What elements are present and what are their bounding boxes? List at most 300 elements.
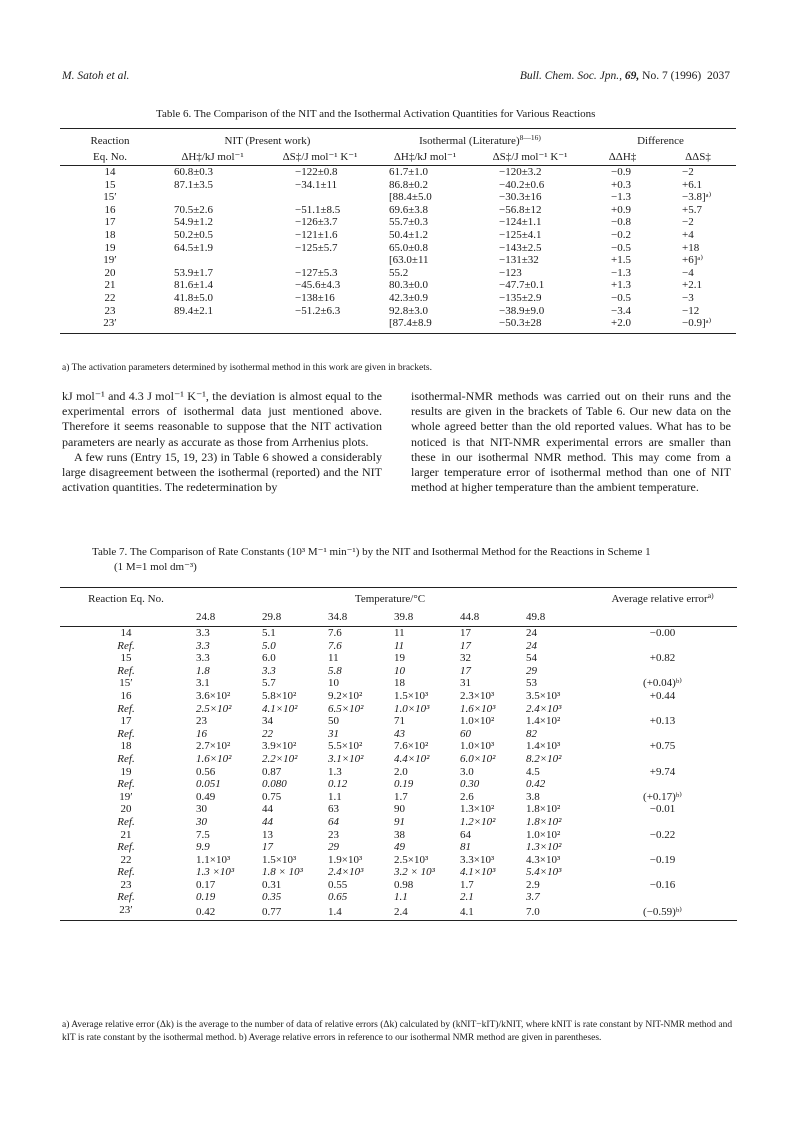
table-row xyxy=(60,292,736,305)
table7-value-cell: 5.8×10² xyxy=(262,689,297,702)
table7-value-cell: 0.30 xyxy=(460,778,480,791)
table7-eq-cell: Ref. xyxy=(117,778,135,791)
table7-error-cell xyxy=(588,891,737,904)
table6-cell: +0.9 xyxy=(611,203,631,216)
table6-cell: −51.2±6.3 xyxy=(295,304,341,317)
table7-eq-cell: 20 xyxy=(120,803,132,816)
table7-header-blank xyxy=(588,608,737,627)
table7-eq-cell: 15 xyxy=(120,652,132,665)
table7-value-cell: 1.8 × 10³ xyxy=(262,866,303,879)
table7-eq-cell: 22 xyxy=(120,853,132,866)
table7-error-cell xyxy=(588,703,737,716)
table-row xyxy=(60,204,736,217)
table6-cell: −3.8]ᵃ⁾ xyxy=(682,191,712,204)
table-row xyxy=(60,179,736,192)
table6-header-reaction: Reaction xyxy=(90,134,130,147)
body-left-paragraph-2: A few runs (Entry 15, 19, 23) in Table 6 showed a considerably large disagreement between the isothermal (reported) and the NIT activation quantities. The redetermination by xyxy=(62,449,382,495)
table6-cell: −122±0.8 xyxy=(295,166,338,178)
table7-value-cell: 3.3 xyxy=(196,652,210,665)
table-row xyxy=(60,891,737,904)
table-row xyxy=(60,677,737,690)
table7-eq-cell: 19′ xyxy=(119,790,133,803)
table7-value-cell: 17 xyxy=(460,627,471,639)
table6-cell: 16 xyxy=(104,203,116,216)
table6-cell: −34.1±11 xyxy=(295,178,338,191)
table7-value-cell: 0.77 xyxy=(262,905,282,918)
table6-cell: 14 xyxy=(104,166,116,178)
table6-cell: −138±16 xyxy=(295,291,335,304)
body-left-paragraph-1: kJ mol⁻¹ and 4.3 J mol⁻¹ K⁻¹, the deviation is almost equal to the experimental errors of isothermal data just mentioned above. Therefore it seems reasonable to suppose that the NIT activation parameters are nearly as accurate as those from Arrhenius plots. xyxy=(62,389,382,449)
table7-footnote: a) Average relative error (Δk) is the average to the number of data of relative errors (Δk) calculated by (kNIT−kIT)/kNIT, where kNIT is rate constant by NIT-NMR method and kIT is rate constant by the isothermal method. b) Average relative errors in reference to our isothermal NMR method are given in parentheses. xyxy=(62,1020,733,1043)
table6-cell: 81.6±1.4 xyxy=(174,279,214,292)
table-row xyxy=(60,803,737,816)
table7-value-cell: 0.42 xyxy=(196,905,216,918)
journal-volume: 69, xyxy=(624,70,640,82)
table7-error-cell xyxy=(588,728,737,741)
table7-error-cell: −0.19 xyxy=(649,853,676,866)
table6-cell: [87.4±8.9 xyxy=(389,317,432,330)
table7-value-cell: 3.1 xyxy=(196,677,210,690)
table7-value-cell: 17 xyxy=(460,639,471,652)
table7-value-cell: 1.0×10² xyxy=(526,828,561,841)
table6-cell: 50.4±1.2 xyxy=(389,228,429,241)
table7-value-cell: 6.5×10² xyxy=(328,702,364,715)
table7-temperature-header: 34.8 xyxy=(328,610,348,623)
table7-value-cell: 3.3 xyxy=(196,627,210,639)
running-header-journal xyxy=(520,70,730,82)
table-row xyxy=(60,279,736,292)
table7-value-cell: 4.1×10² xyxy=(262,702,298,715)
table6-cell: 54.9±1.2 xyxy=(174,216,214,229)
table7-value-cell: 9.2×10² xyxy=(328,689,363,702)
table7-value-cell: 3.7 xyxy=(526,891,540,904)
table6-isothermal-ref: 8—16) xyxy=(519,132,541,142)
table6-cell: −4 xyxy=(682,266,694,279)
table-row xyxy=(60,317,736,333)
table7-value-cell: 2.9 xyxy=(526,878,540,891)
table7-error-cell: (+0.17)ᵇ⁾ xyxy=(643,790,682,803)
table7-value-cell: 19 xyxy=(394,652,405,665)
table7-value-cell: 1.0×10³ xyxy=(394,702,430,715)
table7-value-cell: 3.3 xyxy=(196,639,210,652)
table6-cell: 23 xyxy=(104,304,116,317)
table7-value-cell: 81 xyxy=(460,841,471,854)
table6-cell: +1.3 xyxy=(611,279,631,292)
table6-cell: −123 xyxy=(499,266,522,279)
table7-value-cell: 49 xyxy=(394,841,405,854)
table7-value-cell: 50 xyxy=(328,715,339,728)
table6-cell: +18 xyxy=(682,241,700,254)
table-row xyxy=(60,866,737,879)
journal-issue: No. 7 (1996) xyxy=(642,70,702,82)
table7-value-cell: 1.3×10² xyxy=(526,841,562,854)
table7-value-cell: 10 xyxy=(394,664,405,677)
table7-value-cell: 2.1 xyxy=(460,891,474,904)
table7-value-cell: 7.0 xyxy=(526,905,540,918)
table7-value-cell: 2.3×10³ xyxy=(460,689,495,702)
table7-eq-cell: Ref. xyxy=(117,866,135,879)
table7-value-cell: 0.87 xyxy=(262,765,282,778)
table-row xyxy=(60,640,737,653)
table7-value-cell: 38 xyxy=(394,828,405,841)
table-row xyxy=(60,715,737,728)
table6-cell: 19 xyxy=(104,241,116,254)
table6-cell: [63.0±11 xyxy=(389,254,429,267)
table6-cell: −131±32 xyxy=(499,254,539,267)
table7-value-cell: 0.080 xyxy=(262,778,287,791)
table7-value-cell: 22 xyxy=(262,727,273,740)
table6-cell: +6]ᵃ⁾ xyxy=(682,254,704,267)
page-number: 2037 xyxy=(707,70,730,82)
table7-eq-cell: 19 xyxy=(120,765,132,778)
table7-value-cell: 3.1×10² xyxy=(328,752,364,765)
journal-name: Bull. Chem. Soc. Jpn., xyxy=(519,70,623,82)
table7-value-cell: 1.4×10³ xyxy=(526,740,561,753)
table7-value-cell: 5.8 xyxy=(328,664,342,677)
table6-cell: 70.5±2.6 xyxy=(174,203,214,216)
table7-value-cell: 1.6×10³ xyxy=(460,702,496,715)
table7-value-cell: 82 xyxy=(526,727,537,740)
table-row xyxy=(60,841,737,854)
table7-value-cell: 43 xyxy=(394,727,405,740)
table6-cell: −1.3 xyxy=(611,191,631,204)
table7-temperature-header: 39.8 xyxy=(394,610,414,623)
table6-cell: −3 xyxy=(682,291,694,304)
table6-cell: −120±3.2 xyxy=(499,166,542,178)
table-row xyxy=(60,904,737,920)
table6-cell: −124±1.1 xyxy=(499,216,542,229)
table7-error-cell: +9.74 xyxy=(649,765,676,778)
table6-cell: −121±1.6 xyxy=(295,228,338,241)
table7-error-note: a) xyxy=(707,590,714,600)
table6-cell: 15 xyxy=(104,178,116,191)
table-row xyxy=(60,665,737,678)
table7-value-cell: 4.1 xyxy=(460,905,474,918)
table6-cell: −0.2 xyxy=(611,228,631,241)
table6-cell: −40.2±0.6 xyxy=(499,178,545,191)
table7-value-cell: 1.8×10² xyxy=(526,815,562,828)
table7-error-cell: −0.22 xyxy=(649,828,676,841)
table6-cell: −0.9 xyxy=(611,166,631,178)
table7-value-cell: 4.3×10³ xyxy=(526,853,561,866)
table7-value-cell: 1.2×10² xyxy=(460,815,496,828)
table7-eq-cell: Ref. xyxy=(117,841,135,854)
table7-error-cell: +0.13 xyxy=(649,715,676,728)
table7-value-cell: 91 xyxy=(394,815,405,828)
table7-value-cell: 1.7 xyxy=(460,878,474,891)
table6 xyxy=(60,128,736,334)
table7-eq-cell: 21 xyxy=(120,828,132,841)
table6-cell: +1.5 xyxy=(611,254,631,267)
table7-value-cell: 10 xyxy=(328,677,339,690)
table6-cell xyxy=(265,317,375,333)
table-row xyxy=(60,728,737,741)
table7-value-cell: 60 xyxy=(460,727,471,740)
table7-value-cell: 7.6 xyxy=(328,639,342,652)
table7 xyxy=(60,587,737,921)
table6-cell: −47.7±0.1 xyxy=(499,279,545,292)
table7-value-cell: 0.051 xyxy=(196,778,221,791)
table6-cell: +2.1 xyxy=(682,279,702,292)
table6-cell: −0.9]ᵃ⁾ xyxy=(682,317,712,330)
table7-value-cell: 0.55 xyxy=(328,878,348,891)
table7-value-cell: 17 xyxy=(262,841,273,854)
table-row xyxy=(60,305,736,318)
table7-value-cell: 2.4 xyxy=(394,905,408,918)
table6-cell xyxy=(160,317,265,333)
table7-value-cell: 2.0 xyxy=(394,765,408,778)
table7-error-cell: (+0.04)ᵇ⁾ xyxy=(643,677,682,690)
table7-value-cell: 4.1×10³ xyxy=(460,866,496,879)
table7-value-cell: 63 xyxy=(328,803,339,816)
table6-header-isothermal: Isothermal (Literature)$^{8—16)}$ xyxy=(419,132,541,147)
table-row xyxy=(60,829,737,842)
body-right-paragraph: isothermal-NMR methods was carried out on their runs and the results are given in the brackets of Table 6. Our new data on the whole agreed better than the old reported values. What has to be noticed is that NIT-NMR experimental errors are smaller than these in our isothermal NMR method. This may come from a larger temperature error of isothermal method than one of NIT method at higher temperature than the ambient temperature. xyxy=(411,389,731,495)
table6-cell: [88.4±5.0 xyxy=(389,191,432,204)
table7-value-cell: 13 xyxy=(262,828,273,841)
table6-cell: 20 xyxy=(104,266,116,279)
table6-cell: 18 xyxy=(104,228,116,241)
table7-value-cell: 0.75 xyxy=(262,790,282,803)
table6-cell: 87.1±3.5 xyxy=(174,178,214,191)
table6-column-headers xyxy=(60,149,736,166)
table7-eq-cell: 16 xyxy=(120,689,132,702)
table6-cell: 21 xyxy=(104,279,116,292)
table7-value-cell: 11 xyxy=(394,639,405,652)
table-row xyxy=(60,791,737,804)
table6-cell: −50.3±28 xyxy=(499,317,542,330)
table7-value-cell: 23 xyxy=(328,828,339,841)
table6-cell: +6.1 xyxy=(682,178,702,191)
table7-error-cell: +0.44 xyxy=(649,689,676,702)
table7-value-cell: 29 xyxy=(328,841,339,854)
table7-value-cell: 3.5×10³ xyxy=(526,689,561,702)
table7-value-cell: 1.9×10³ xyxy=(328,853,363,866)
table7-temperature-header: 49.8 xyxy=(526,610,546,623)
table6-col-header: ΔS‡/J mol⁻¹ K⁻¹ xyxy=(282,150,358,163)
table7-value-cell: 2.6 xyxy=(460,790,474,803)
table6-header-nit: NIT (Present work) xyxy=(224,134,311,147)
table6-body xyxy=(60,166,736,334)
table7-value-cell: 5.0 xyxy=(262,639,276,652)
table6-cell: +5.7 xyxy=(682,203,702,216)
table7-value-cell: 1.4 xyxy=(328,905,342,918)
table7-value-cell: 0.17 xyxy=(196,878,216,891)
table7-eq-cell: Ref. xyxy=(117,891,135,904)
table7-error-cell: (−0.59)ᵇ⁾ xyxy=(643,905,682,918)
table6-cell: 23′ xyxy=(103,317,117,330)
table7-value-cell: 0.98 xyxy=(394,878,414,891)
table7-value-cell: 1.1×10³ xyxy=(196,853,231,866)
table6-cell: 69.6±3.8 xyxy=(389,203,429,216)
table7-value-cell: 3.3 xyxy=(262,664,276,677)
table7-value-cell: 90 xyxy=(394,803,405,816)
table7-value-cell: 30 xyxy=(196,803,207,816)
running-header-authors: M. Satoh et al. xyxy=(62,70,130,82)
table6-cell: 64.5±1.9 xyxy=(174,241,214,254)
table7-error-cell: −0.01 xyxy=(649,803,676,816)
table-row xyxy=(60,229,736,242)
table7-value-cell: 7.6 xyxy=(328,627,342,639)
table7-value-cell: 0.49 xyxy=(196,790,216,803)
table7-value-cell: 1.0×10³ xyxy=(460,740,495,753)
table6-cell: −2 xyxy=(682,216,694,229)
table6-cell: −143±2.5 xyxy=(499,241,542,254)
table7-value-cell: 32 xyxy=(460,652,471,665)
table7-header-temperature: Temperature/°C xyxy=(354,592,426,605)
table7-caption-line1: Table 7. The Comparison of Rate Constants (10³ M⁻¹ min⁻¹) by the NIT and Isothermal Method for the Reactions in Scheme 1 xyxy=(92,546,651,558)
table7-value-cell: 3.8 xyxy=(526,790,540,803)
table7-value-cell: 2.5×10² xyxy=(196,702,232,715)
table7-temperature-header: 24.8 xyxy=(196,610,216,623)
table6-cell: −126±3.7 xyxy=(295,216,338,229)
table7-eq-cell: 17 xyxy=(120,715,132,728)
body-left-column xyxy=(62,389,382,495)
table7-value-cell: 29 xyxy=(526,664,537,677)
table7-value-cell: 0.19 xyxy=(196,891,216,904)
table7-eq-cell: Ref. xyxy=(117,752,135,765)
table7-value-cell: 0.35 xyxy=(262,891,282,904)
table7-eq-cell: Ref. xyxy=(117,815,135,828)
table7-value-cell: 34 xyxy=(262,715,273,728)
table7-value-cell: 1.8×10² xyxy=(526,803,561,816)
table6-col-header: Eq. No. xyxy=(93,150,127,163)
table6-cell: −0.5 xyxy=(611,241,631,254)
table6-cell: 15′ xyxy=(103,191,117,204)
table6-cell: 92.8±3.0 xyxy=(389,304,429,317)
table6-col-header: ΔH‡/kJ mol⁻¹ xyxy=(181,150,244,163)
table6-footnote: a) The activation parameters determined by isothermal method in this work are given in brackets. xyxy=(62,363,432,373)
table7-value-cell: 0.42 xyxy=(526,778,546,791)
table7-error-cell xyxy=(588,753,737,766)
table6-cell: 41.8±5.0 xyxy=(174,291,214,304)
table7-value-cell: 23 xyxy=(196,715,207,728)
table7-temperature-headers xyxy=(60,608,737,627)
table7-value-cell: 1.1 xyxy=(394,891,408,904)
table7-header-blank xyxy=(60,608,192,627)
table6-cell: 80.3±0.0 xyxy=(389,279,429,292)
table7-value-cell: 11 xyxy=(394,627,405,639)
table7-value-cell: 7.6×10² xyxy=(394,740,429,753)
table-row xyxy=(60,254,736,267)
table7-error-cell xyxy=(588,640,737,653)
table7-value-cell: 11 xyxy=(328,652,339,665)
table7-value-cell: 0.19 xyxy=(394,778,414,791)
table7-value-cell: 2.4×10³ xyxy=(328,866,364,879)
table6-header-difference: Difference xyxy=(637,134,684,147)
table7-value-cell: 17 xyxy=(460,664,471,677)
table7-value-cell: 3.9×10² xyxy=(262,740,297,753)
table7-value-cell: 1.3 xyxy=(328,765,342,778)
table-row xyxy=(60,242,736,255)
table7-value-cell: 64 xyxy=(328,815,339,828)
table7-error-cell: +0.82 xyxy=(649,652,676,665)
table6-cell: +2.0 xyxy=(611,317,631,330)
table7-value-cell: 5.1 xyxy=(262,627,276,639)
table7-eq-cell: 18 xyxy=(120,740,132,753)
table7-value-cell: 3.3×10³ xyxy=(460,853,495,866)
table6-cell xyxy=(160,191,265,204)
table7-value-cell: 5.5×10² xyxy=(328,740,363,753)
table7-value-cell: 3.0 xyxy=(460,765,474,778)
table7-value-cell: 0.65 xyxy=(328,891,348,904)
table7-value-cell: 1.5×10³ xyxy=(394,689,429,702)
table6-cell: 19′ xyxy=(103,254,117,267)
table7-eq-cell: 23′ xyxy=(119,904,133,917)
table6-cell: 61.7±1.0 xyxy=(389,166,429,178)
table7-value-cell: 44 xyxy=(262,815,273,828)
table7-error-cell xyxy=(588,665,737,678)
table7-value-cell: 2.5×10³ xyxy=(394,853,429,866)
table6-cell: 65.0±0.8 xyxy=(389,241,429,254)
table6-cell: +4 xyxy=(682,228,694,241)
table6-col-header: ΔS‡/J mol⁻¹ K⁻¹ xyxy=(492,150,568,163)
table6-cell: 42.3±0.9 xyxy=(389,291,429,304)
table7-value-cell: 71 xyxy=(394,715,405,728)
table6-col-header: ΔΔH‡ xyxy=(608,150,637,163)
table-row xyxy=(60,216,736,229)
table-row xyxy=(60,879,737,892)
table6-cell: +0.3 xyxy=(611,178,631,191)
table7-value-cell: 54 xyxy=(526,652,537,665)
table-row xyxy=(60,816,737,829)
table7-value-cell: 1.8 xyxy=(196,664,210,677)
table7-value-cell: 64 xyxy=(460,828,471,841)
table7-value-cell: 16 xyxy=(196,727,207,740)
table7-value-cell: 8.2×10² xyxy=(526,752,562,765)
table6-cell: −30.3±16 xyxy=(499,191,542,204)
table6-cell: −127±5.3 xyxy=(295,266,338,279)
table6-cell: 50.2±0.5 xyxy=(174,228,214,241)
table-row xyxy=(60,778,737,791)
table7-value-cell: 5.4×10³ xyxy=(526,866,562,879)
table7-eq-cell: Ref. xyxy=(117,664,135,677)
table7-error-cell: −0.00 xyxy=(649,627,676,639)
table6-cell: −1.3 xyxy=(611,266,631,279)
table7-error-cell: −0.16 xyxy=(649,878,676,891)
table6-cell: 55.2 xyxy=(389,266,409,279)
table7-value-cell: 1.1 xyxy=(328,790,342,803)
table7-value-cell: 4.5 xyxy=(526,765,540,778)
table7-value-cell: 4.4×10² xyxy=(394,752,430,765)
table7-value-cell: 1.3×10² xyxy=(460,803,495,816)
table-row xyxy=(60,166,736,179)
table7-caption-line2: (1 M=1 mol dm⁻³) xyxy=(114,561,197,573)
table7-value-cell: 31 xyxy=(460,677,471,690)
table7-value-cell: 24 xyxy=(526,639,537,652)
body-right-column xyxy=(411,389,731,495)
table-row xyxy=(60,753,737,766)
table7-error-cell xyxy=(588,778,737,791)
table6-col-header: ΔΔS‡ xyxy=(685,150,711,163)
table-row xyxy=(60,627,737,640)
table7-value-cell: 0.12 xyxy=(328,778,348,791)
table7-eq-cell: Ref. xyxy=(117,639,135,652)
table-row xyxy=(60,652,737,665)
table7-eq-cell: 15′ xyxy=(119,677,133,690)
table6-cell: −125±4.1 xyxy=(499,228,542,241)
table-row xyxy=(60,740,737,753)
table7-value-cell: 1.6×10² xyxy=(196,752,232,765)
table7-value-cell: 5.7 xyxy=(262,677,276,690)
table7-value-cell: 3.6×10² xyxy=(196,689,231,702)
table7-value-cell: 24 xyxy=(526,627,537,639)
table6-caption: Table 6. The Comparison of the NIT and the Isothermal Activation Quantities for Various Reactions xyxy=(156,108,596,120)
table7-value-cell: 0.31 xyxy=(262,878,282,891)
table6-cell: −38.9±9.0 xyxy=(499,304,545,317)
table7-value-cell: 44 xyxy=(262,803,273,816)
table6-cell: 55.7±0.3 xyxy=(389,216,429,229)
